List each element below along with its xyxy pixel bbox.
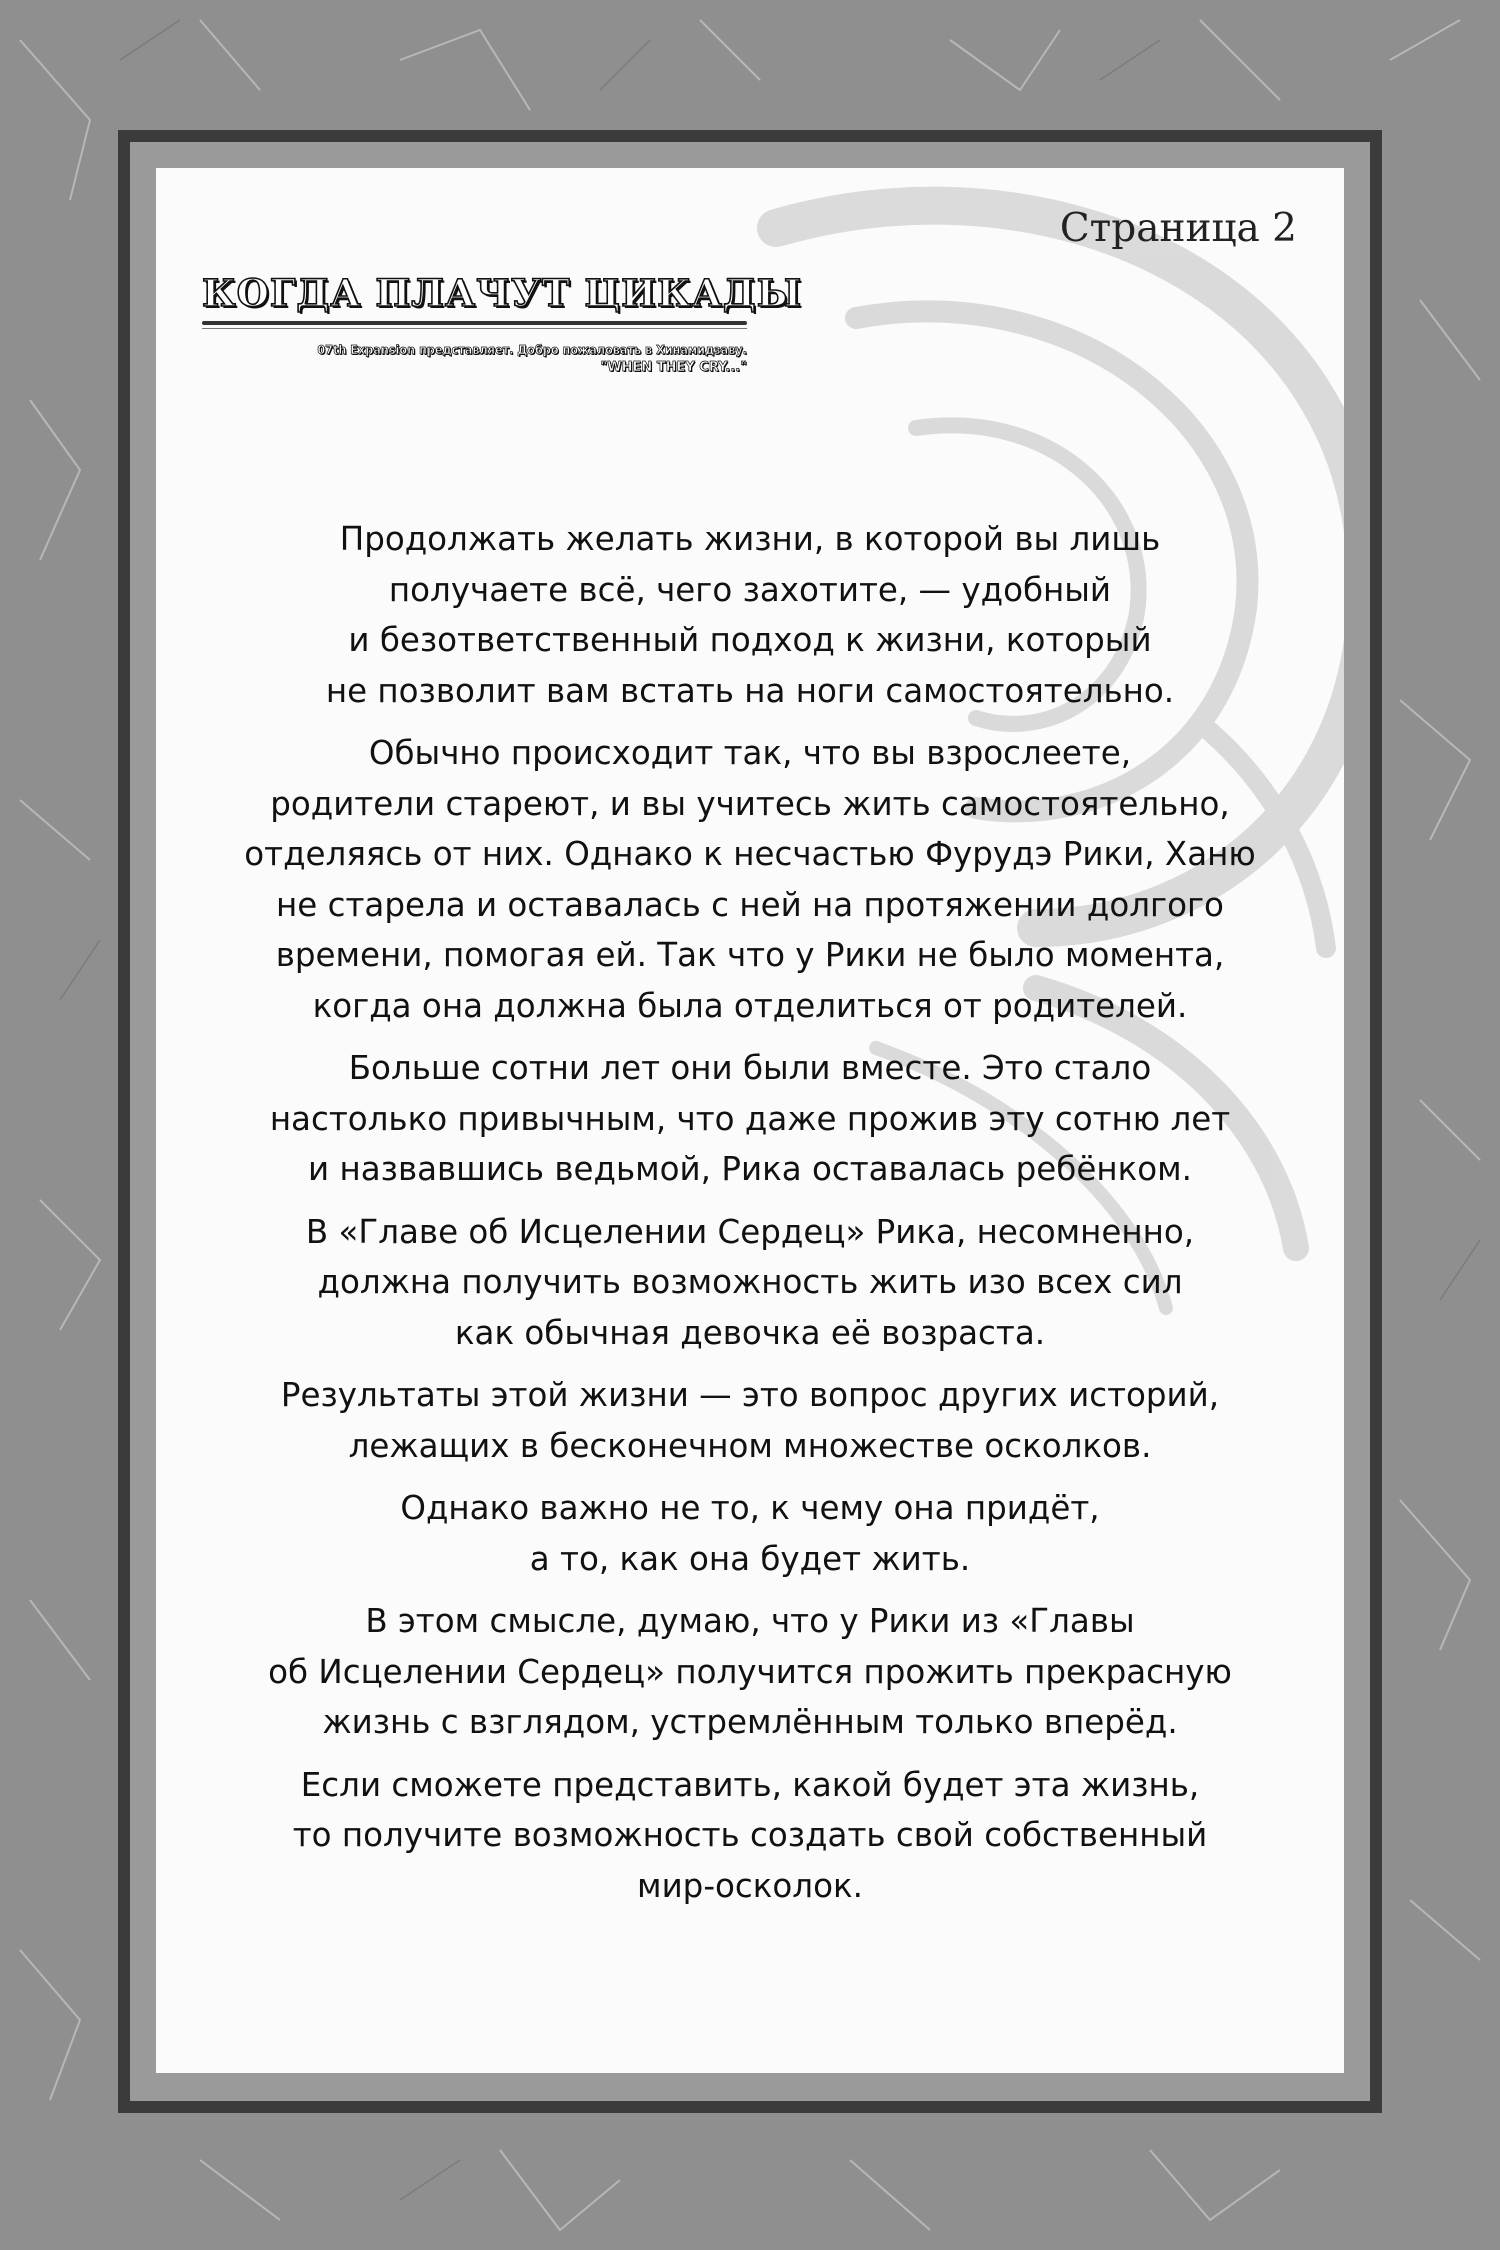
- text-line: Продолжать желать жизни, в которой вы лишь: [339, 520, 1161, 558]
- text-line: жизнь с взглядом, устремлённым только вперёд.: [322, 1703, 1178, 1741]
- text-line: Результаты этой жизни — это вопрос других историй,: [280, 1376, 1220, 1414]
- text-line: Если сможете представить, какой будет эта жизнь,: [300, 1765, 1200, 1804]
- text-line: Больше сотни лет они были вместе. Это стало: [348, 1049, 1152, 1087]
- text-line: а то, как она будет жить.: [529, 1539, 971, 1578]
- paragraph: [172, 514, 1328, 716]
- text-line: должна получить возможность жить изо всех сил: [317, 1263, 1183, 1301]
- paragraph: [172, 1207, 1328, 1359]
- logo-rule: [202, 321, 747, 325]
- logo-subtitle: 07th Expansion представляет. Добро пожаловать в Хинамидзаву.: [317, 342, 747, 357]
- paragraph: [172, 1483, 1328, 1584]
- paragraph: [172, 1596, 1328, 1748]
- text-line: как обычная девочка её возраста.: [454, 1313, 1046, 1352]
- text-line: отделяясь от них. Однако к несчастью Фурудэ Рики, Ханю: [244, 835, 1256, 873]
- body-text: [172, 514, 1328, 1923]
- text-line: настолько привычным, что даже прожив эту сотню лет: [269, 1099, 1231, 1138]
- logo-rule-thin: [202, 328, 747, 329]
- text-line: получаете всё, чего захотите, — удобный: [388, 570, 1112, 609]
- paragraph: [172, 1370, 1328, 1471]
- logo-title: КОГДА ПЛАЧУТ ЦИКАДЫ: [202, 271, 803, 315]
- text-line: и назвавшись ведьмой, Рика оставалась ребёнком.: [308, 1150, 1192, 1188]
- text-line: не старела и оставалась с ней на протяжении долгого: [276, 885, 1224, 924]
- text-line: В «Главе об Исцелении Сердец» Рика, несомненно,: [305, 1212, 1195, 1251]
- logo-subtitle-english: "WHEN THEY CRY...": [600, 360, 747, 375]
- text-line: и безответственный подход к жизни, который: [348, 621, 1152, 659]
- text-line: не позволит вам встать на ноги самостоятельно.: [325, 671, 1175, 710]
- text-line: то получите возможность создать свой собственный: [292, 1816, 1208, 1854]
- paragraph: [172, 1043, 1328, 1195]
- text-line: Однако важно не то, к чему она придёт,: [400, 1489, 1100, 1527]
- page-panel: [156, 168, 1344, 2073]
- text-line: времени, помогая ей. Так что у Рики не было момента,: [275, 936, 1225, 974]
- paragraph: [172, 728, 1328, 1031]
- text-line: Обычно происходит так, что вы взрослеете,: [368, 734, 1132, 772]
- series-logo: [202, 271, 803, 375]
- text-line: когда она должна была отделиться от родителей.: [312, 986, 1188, 1025]
- text-line: лежащих в бесконечном множестве осколков.: [348, 1426, 1152, 1465]
- page-number: Страница 2: [1059, 206, 1297, 251]
- paragraph: [172, 1760, 1328, 1912]
- text-line: родители стареют, и вы учитесь жить самостоятельно,: [270, 784, 1230, 823]
- text-line: В этом смысле, думаю, что у Рики из «Главы: [365, 1602, 1135, 1640]
- text-line: мир-осколок.: [637, 1866, 863, 1905]
- text-line: об Исцелении Сердец» получится прожить прекрасную: [268, 1652, 1232, 1691]
